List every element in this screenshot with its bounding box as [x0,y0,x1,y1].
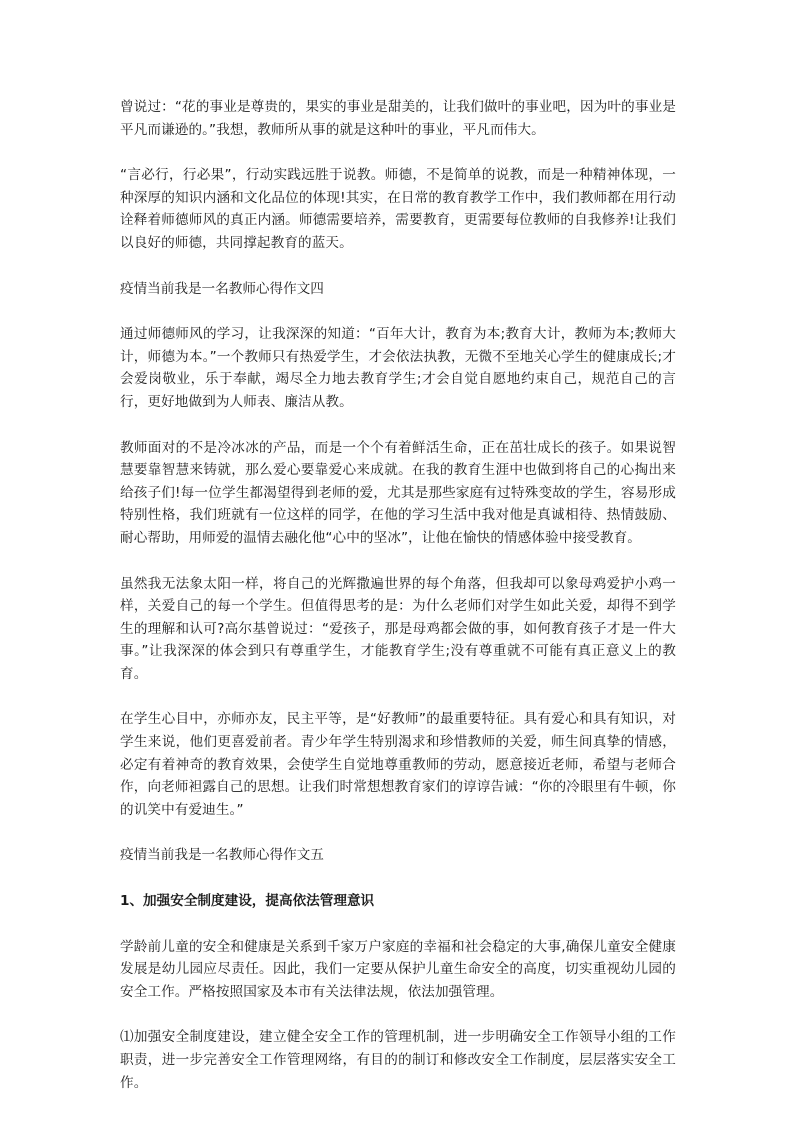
subheading-safety: 1、加强安全制度建设，提高依法管理意识 [120,893,375,910]
paragraph-3: 通过师德师风的学习，让我深深的知道：“百年大计，教育为本;教育大计，教师为本;教师大计，师德为本。”一个教师只有热爱学生，才会依法执教，无微不至地关心学生的健康成长;才会爱岗敬业，乐于奉献，竭尽全力地去教育学生;才会自觉自愿地约束自己，规范自己的言行，更好地做到为人师表、廉洁从教。 [120,326,676,410]
paragraph-2: “言必行，行必果”，行动实践远胜于说教。师德，不是简单的说教，而是一种精神体现，一种深厚的知识内涵和文化品位的体现!其实，在日常的教育教学工作中，我们教师都在用行动诠释着师德师风的真正内涵。师德需要培养，需要教育，更需要每位教师的自我修养!让我们以良好的师德，共同撑起教育的蓝天。 [120,167,676,251]
section-heading-5: 疫情当前我是一名教师心得作文五 [120,847,324,864]
paragraph-8: ⑴加强安全制度建设，建立健全安全工作的管理机制，进一步明确安全工作领导小组的工作职责，进一步完善安全工作管理网络，有目的的制订和修改安全工作制度，层层落实安全工作。 [120,1029,676,1091]
paragraph-1: 曾说过：“花的事业是尊贵的，果实的事业是甜美的，让我们做叶的事业吧，因为叶的事业是平凡而谦逊的。”我想，教师所从事的就是这种叶的事业，平凡而伟大。 [120,99,676,138]
paragraph-7: 学龄前儿童的安全和健康是关系到千家万户家庭的幸福和社会稳定的大事,确保儿童安全健康发展是幼儿园应尽责任。因此，我们一定要从保护儿童生命安全的高度，切实重视幼儿园的安全工作。严格按照国家及本市有关法律法规，依法加强管理。 [120,938,676,1000]
paragraph-5: 虽然我无法象太阳一样，将自己的光辉撒遍世界的每个角落，但我却可以象母鸡爱护小鸡一样，关爱自己的每一个学生。但值得思考的是：为什么老师们对学生如此关爱，却得不到学生的理解和认可?高尔基曾说过：“爱孩子，那是母鸡都会做的事，如何教育孩子才是一件大事。”让我深深的体会到只有尊重学生，才能教育学生;没有尊重就不可能有真正意义上的教育。 [120,575,676,682]
section-heading-4: 疫情当前我是一名教师心得作文四 [120,280,324,297]
paragraph-4: 教师面对的不是冷冰冰的产品，而是一个个有着鲜活生命，正在茁壮成长的孩子。如果说智慧要靠智慧来铸就，那么爱心要靠爱心来成就。在我的教育生涯中也做到将自己的心掏出来给孩子们!每一位学生都渴望得到老师的爱，尤其是那些家庭有过特殊变故的学生，容易形成特别性格，我们班就有一位这样的同学，在他的学习生活中我对他是真诚相待、热情鼓励、耐心帮助，用师爱的温情去融化他“心中的坚冰”，让他在愉快的情感体验中接受教育。 [120,439,676,546]
document-page [120,96,676,1117]
paragraph-6: 在学生心目中，亦师亦友，民主平等，是“好教师”的最重要特征。具有爱心和具有知识，对学生来说，他们更喜爱前者。青少年学生特别渴求和珍惜教师的关爱，师生间真挚的情感，必定有着神奇的教育效果，会使学生自觉地尊重教师的劳动，愿意接近老师，希望与老师合作，向老师袒露自己的思想。让我们时常想想教育家们的谆谆告诫：“你的冷眼里有牛顿，你的讥笑中有爱迪生。” [120,711,676,818]
